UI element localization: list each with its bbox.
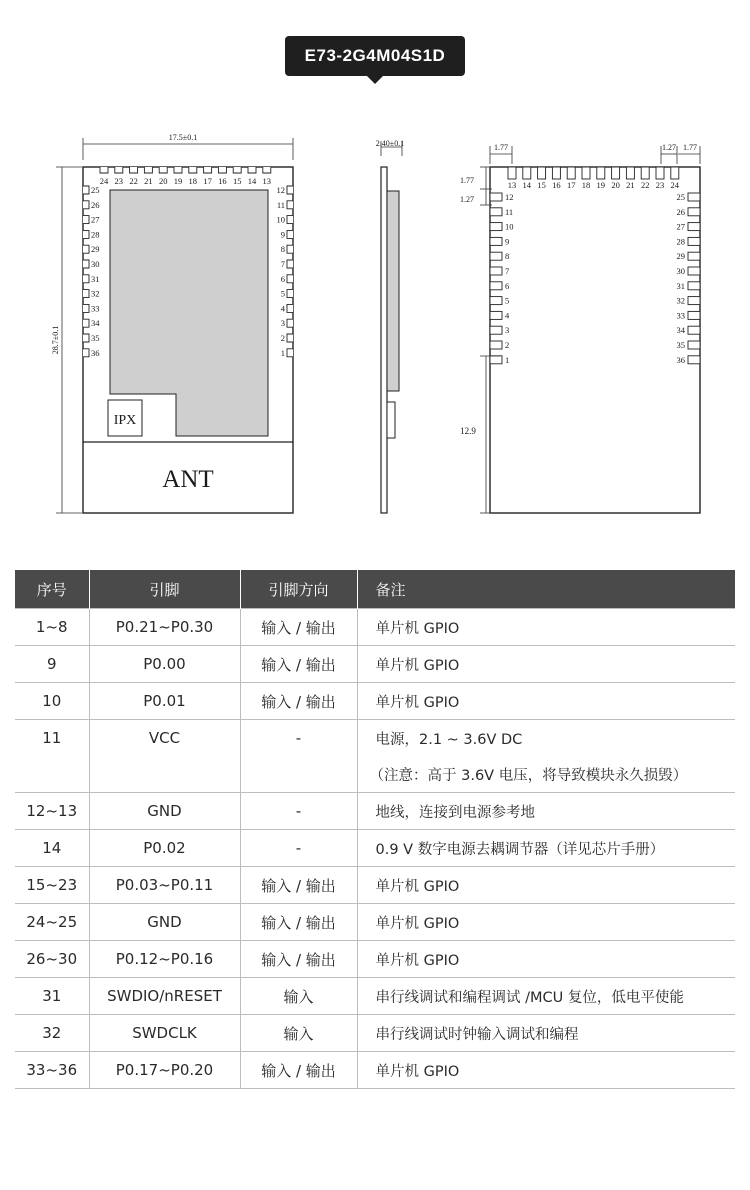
pin-number-label: 16 — [218, 176, 227, 186]
pin-number-label: 26 — [91, 199, 100, 210]
pin-number-label: 34 — [676, 325, 685, 336]
cell-no: 24~25 — [15, 904, 89, 941]
top-view — [51, 133, 293, 513]
pin-number-label: 5 — [280, 288, 285, 299]
pin-pad — [83, 319, 89, 327]
pin-pad — [83, 245, 89, 253]
table-row — [15, 720, 735, 757]
pin-number-label: 4 — [280, 303, 285, 314]
cell-pin: P0.01 — [89, 683, 240, 720]
pin-pad — [490, 356, 502, 364]
table-row — [15, 609, 735, 646]
pin-pad — [287, 230, 293, 238]
table-row — [15, 830, 735, 867]
cell-note-warning: （注意：高于 3.6V 电压，将导致模块永久损毁） — [357, 756, 735, 793]
pin-number-label: 32 — [676, 295, 685, 306]
side-view — [376, 139, 404, 513]
pin-pad — [218, 167, 226, 173]
header-note: 备注 — [357, 570, 735, 609]
pin-pad — [688, 297, 700, 305]
pin-number-label: 19 — [173, 176, 183, 186]
pin-number-label: 14 — [247, 176, 257, 186]
cell-no: 33~36 — [15, 1052, 89, 1089]
pin-pad — [144, 167, 152, 173]
pin-pad — [688, 193, 700, 201]
pin-pad — [287, 290, 293, 298]
cell-note: 串行线调试时钟输入调试和编程 — [357, 1015, 735, 1052]
pin-number-label: 27 — [676, 221, 685, 232]
cell-direction: 输入 / 输出 — [240, 941, 357, 978]
pin-number-label: 11 — [276, 199, 285, 210]
pin-pad — [83, 275, 89, 283]
pin-number-label: 1 — [505, 354, 510, 365]
pin-number-label: 36 — [676, 354, 685, 365]
pin-pad — [83, 201, 89, 209]
pin-number-label: 9 — [280, 229, 285, 240]
pin-pad — [287, 304, 293, 312]
cell-note: 单片机 GPIO — [357, 646, 735, 683]
pin-pad — [287, 260, 293, 268]
cell-note: 单片机 GPIO — [357, 904, 735, 941]
pin-pad — [490, 282, 502, 290]
pin-number-label: 21 — [626, 180, 635, 190]
pin-pad — [287, 349, 293, 357]
table-row — [15, 683, 735, 720]
pin-number-label: 26 — [676, 206, 685, 217]
pin-number-label: 23 — [655, 180, 665, 190]
pin-number-label: 20 — [611, 180, 620, 190]
cell-note: 单片机 GPIO — [357, 683, 735, 720]
pin-number-label: 34 — [91, 318, 100, 329]
pin-number-label: 22 — [129, 176, 138, 186]
pin-pad — [626, 167, 634, 179]
pin-pad — [490, 326, 502, 334]
pin-number-label: 3 — [505, 325, 510, 336]
pin-pad — [688, 237, 700, 245]
pin-pad — [490, 223, 502, 231]
pin-pad — [552, 167, 560, 179]
pin-pad — [523, 167, 531, 179]
cell-direction: - — [240, 793, 357, 830]
cell-note: 串行线调试和编程调试 /MCU 复位，低电平使能 — [357, 978, 735, 1015]
pin-pad — [688, 311, 700, 319]
pin-pad — [656, 167, 664, 179]
table-row — [15, 646, 735, 683]
pin-pad — [688, 341, 700, 349]
pin-number-label: 15 — [232, 176, 242, 186]
pin-pad — [159, 167, 167, 173]
pin-number-label: 35 — [91, 333, 100, 343]
cell-no: 31 — [15, 978, 89, 1015]
pin-number-label: 32 — [91, 288, 100, 299]
pin-pad — [538, 167, 546, 179]
cell-note: 单片机 GPIO — [357, 941, 735, 978]
pin-number-label: 1 — [280, 347, 285, 358]
pin-pad — [688, 252, 700, 260]
pin-pad — [263, 167, 271, 173]
pin-pad — [490, 341, 502, 349]
pin-pad — [490, 237, 502, 245]
pin-pad — [567, 167, 575, 179]
pin-pad — [688, 282, 700, 290]
pin-number-label: 12 — [276, 185, 285, 195]
cell-pin: P0.12~P0.16 — [89, 941, 240, 978]
cell-no: 12~13 — [15, 793, 89, 830]
header-direction: 引脚方向 — [240, 570, 357, 609]
module-drawing — [40, 120, 720, 530]
pin-number-label: 19 — [596, 180, 606, 190]
pin-number-label: 28 — [676, 236, 685, 247]
bottom-edge-label-right: 1.77 — [683, 143, 697, 152]
pin-pad — [83, 290, 89, 298]
cell-no: 1~8 — [15, 609, 89, 646]
pin-pad — [490, 311, 502, 319]
cell-note: 0.9 V 数字电源去耦调节器（详见芯片手册） — [357, 830, 735, 867]
bottom-edge-label: 1.77 — [494, 143, 508, 152]
pin-number-label: 2 — [505, 340, 510, 350]
pin-pad — [83, 304, 89, 312]
pin-pad — [688, 326, 700, 334]
pin-number-label: 22 — [640, 180, 650, 190]
pin-pad — [490, 297, 502, 305]
pin-number-label: 4 — [505, 310, 510, 321]
pin-number-label: 30 — [676, 266, 685, 276]
pin-pad — [287, 201, 293, 209]
pin-pad — [83, 260, 89, 268]
pin-number-label: 31 — [676, 280, 685, 291]
pin-pad — [83, 349, 89, 357]
ant-label: ANT — [162, 466, 214, 493]
top-width-label: 17.5±0.1 — [168, 133, 198, 142]
cell-no: 14 — [15, 830, 89, 867]
pin-pad — [287, 319, 293, 327]
pin-pad — [248, 167, 256, 173]
pin-number-label: 23 — [114, 176, 124, 186]
cell-no: 32 — [15, 1015, 89, 1052]
cell-pin: SWDIO/nRESET — [89, 978, 240, 1015]
header-pin: 引脚 — [89, 570, 240, 609]
pin-number-label: 6 — [505, 280, 510, 291]
pin-number-label: 27 — [91, 214, 100, 225]
pin-pad — [641, 167, 649, 179]
table-row — [15, 904, 735, 941]
cell-note: 地线，连接到电源参考地 — [357, 793, 735, 830]
bottom-pitch-label: 1.27 — [662, 143, 676, 152]
cell-note: 单片机 GPIO — [357, 1052, 735, 1089]
cell-direction: - — [240, 830, 357, 867]
table-row — [15, 793, 735, 830]
pin-pad — [83, 230, 89, 238]
pin-pad — [688, 267, 700, 275]
pin-pad — [130, 167, 138, 173]
cell-pin: SWDCLK — [89, 1015, 240, 1052]
pin-number-label: 33 — [91, 303, 100, 314]
title-badge: E73-2G4M04S1D — [285, 36, 466, 76]
pin-number-label: 24 — [670, 180, 680, 190]
pin-number-label: 7 — [280, 259, 285, 269]
pin-pad — [204, 167, 212, 173]
table-row — [15, 941, 735, 978]
bottom-left-edge-label: 1.77 — [460, 176, 474, 185]
cell-direction: - — [240, 720, 357, 793]
bottom-left-pitch-label: 1.27 — [460, 195, 474, 204]
pin-number-label: 7 — [505, 266, 510, 276]
cell-direction: 输入 / 输出 — [240, 609, 357, 646]
pin-number-label: 31 — [91, 273, 100, 284]
pin-number-label: 5 — [505, 295, 510, 306]
pin-pad — [490, 208, 502, 216]
pin-number-label: 29 — [91, 244, 100, 255]
bottom-length-label: 12.9 — [460, 426, 476, 436]
pin-number-label: 17 — [203, 176, 212, 186]
cell-pin: P0.00 — [89, 646, 240, 683]
pin-pad — [287, 216, 293, 224]
pin-pad — [612, 167, 620, 179]
pin-number-label: 25 — [91, 185, 100, 195]
pin-number-label: 13 — [507, 180, 517, 190]
cell-pin: GND — [89, 904, 240, 941]
cell-direction: 输入 / 输出 — [240, 867, 357, 904]
pin-number-label: 12 — [505, 192, 514, 202]
pin-number-label: 18 — [188, 176, 198, 186]
pin-number-label: 20 — [158, 176, 168, 186]
pin-pad — [233, 167, 241, 173]
pin-pad — [597, 167, 605, 179]
pin-number-label: 24 — [99, 176, 109, 186]
top-height-label: 28.7±0.1 — [51, 325, 60, 355]
table-header-row — [15, 570, 735, 609]
cell-pin: P0.21~P0.30 — [89, 609, 240, 646]
pin-pad — [174, 167, 182, 173]
cell-direction: 输入 / 输出 — [240, 1052, 357, 1089]
table-row — [15, 1015, 735, 1052]
table-row — [15, 867, 735, 904]
pin-pad — [83, 186, 89, 194]
cell-no: 15~23 — [15, 867, 89, 904]
pin-pad — [287, 275, 293, 283]
cell-direction: 输入 — [240, 978, 357, 1015]
cell-note: 单片机 GPIO — [357, 867, 735, 904]
pin-pad — [508, 167, 516, 179]
pin-pad — [490, 193, 502, 201]
pin-pad — [287, 334, 293, 342]
table-row — [15, 978, 735, 1015]
pin-number-label: 9 — [505, 236, 510, 247]
pin-number-label: 10 — [505, 221, 514, 232]
pin-pad — [582, 167, 590, 179]
cell-no: 26~30 — [15, 941, 89, 978]
pin-number-label: 28 — [91, 229, 100, 240]
cell-pin: VCC — [89, 720, 240, 793]
cell-pin: P0.02 — [89, 830, 240, 867]
pin-number-label: 13 — [262, 176, 272, 186]
pin-pad — [115, 167, 123, 173]
pin-pad — [490, 267, 502, 275]
cell-no: 11 — [15, 720, 89, 793]
pin-number-label: 2 — [280, 333, 285, 343]
pin-table — [15, 570, 735, 1089]
pin-number-label: 25 — [676, 192, 685, 202]
side-thickness-label: 2.40±0.1 — [375, 139, 405, 148]
cell-no: 10 — [15, 683, 89, 720]
pin-pad — [83, 334, 89, 342]
cell-no: 9 — [15, 646, 89, 683]
pin-number-label: 16 — [552, 180, 561, 190]
pin-number-label: 29 — [676, 251, 685, 262]
cell-direction: 输入 / 输出 — [240, 646, 357, 683]
pin-number-label: 35 — [676, 340, 685, 350]
pin-number-label: 3 — [280, 318, 285, 329]
pin-pad — [688, 208, 700, 216]
pin-pad — [688, 223, 700, 231]
pin-number-label: 8 — [280, 244, 285, 255]
cell-note: 电源，2.1 ~ 3.6V DC — [357, 720, 735, 757]
pin-number-label: 33 — [676, 310, 685, 321]
pin-number-label: 18 — [581, 180, 591, 190]
pin-number-label: 36 — [91, 347, 100, 358]
cell-direction: 输入 — [240, 1015, 357, 1052]
cell-pin: P0.03~P0.11 — [89, 867, 240, 904]
table-row — [15, 1052, 735, 1089]
pin-pad — [688, 356, 700, 364]
pin-number-label: 21 — [144, 176, 153, 186]
pin-number-label: 11 — [505, 206, 514, 217]
pin-pad — [287, 186, 293, 194]
pin-number-label: 14 — [522, 180, 532, 190]
pin-number-label: 8 — [505, 251, 510, 262]
pin-number-label: 6 — [280, 273, 285, 284]
pin-number-label: 10 — [276, 214, 285, 225]
pin-number-label: 15 — [537, 180, 546, 190]
pin-pad — [189, 167, 197, 173]
header-no: 序号 — [15, 570, 89, 609]
pin-pad — [287, 245, 293, 253]
pin-number-label: 30 — [91, 259, 100, 269]
pin-pad — [671, 167, 679, 179]
cell-note: 单片机 GPIO — [357, 609, 735, 646]
cell-pin: P0.17~P0.20 — [89, 1052, 240, 1089]
bottom-view — [460, 143, 700, 513]
cell-pin: GND — [89, 793, 240, 830]
pin-pad — [100, 167, 108, 173]
pin-pad — [83, 216, 89, 224]
cell-direction: 输入 / 输出 — [240, 683, 357, 720]
cell-direction: 输入 / 输出 — [240, 904, 357, 941]
pin-number-label: 17 — [566, 180, 576, 190]
pin-pad — [490, 252, 502, 260]
ipx-label: IPX — [113, 413, 137, 428]
